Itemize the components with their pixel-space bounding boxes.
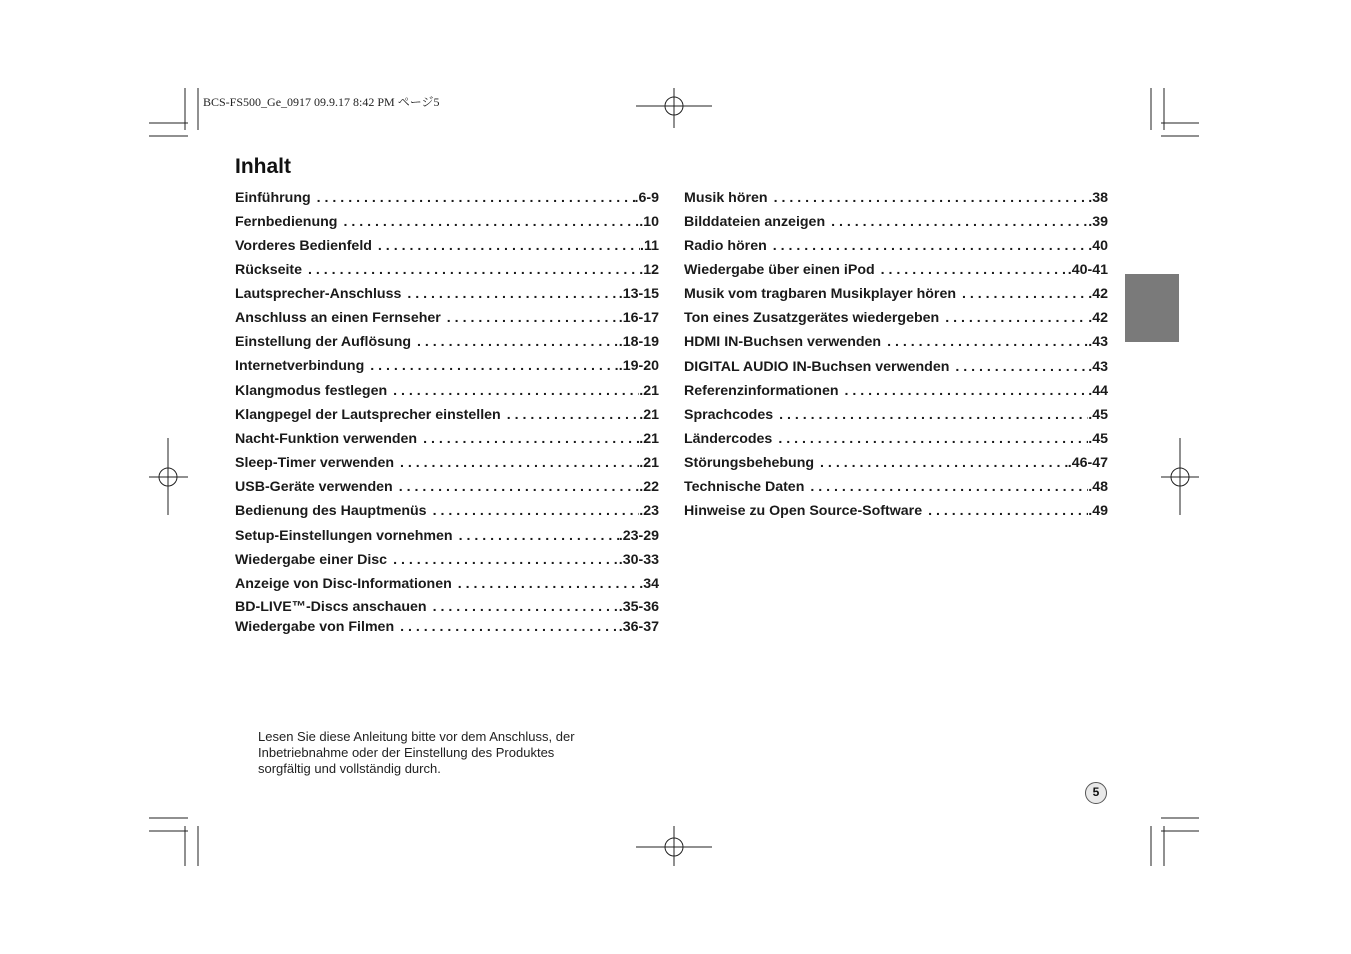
toc-entry-title: Internetverbindung [235, 358, 365, 374]
toc-entry-title: Referenzinformationen [684, 383, 839, 399]
toc-entry-title: Radio hören [684, 238, 767, 254]
toc-dot-leader [407, 286, 618, 302]
toc-entry [235, 214, 659, 234]
toc-entry [235, 334, 659, 354]
toc-entry-page: .43 [1088, 359, 1108, 375]
toc-dot-leader [962, 286, 1088, 302]
toc-entry-title: Setup-Einstellungen vornehmen [235, 528, 453, 544]
toc-entry [684, 407, 1108, 427]
toc-entry-title: Ton eines Zusatzgerätes wiedergeben [684, 310, 940, 326]
toc-entry-page: .45 [1088, 407, 1108, 423]
toc-dot-leader [317, 190, 635, 206]
toc-entry [235, 190, 659, 210]
toc-entry-page: .23 [639, 503, 659, 519]
toc-entry-title: Sleep-Timer verwenden [235, 455, 395, 471]
toc-dot-leader [417, 334, 619, 350]
toc-dot-leader [831, 214, 1088, 230]
toc-entry-page: .18-19 [618, 334, 659, 350]
toc-entry [235, 407, 659, 427]
toc-dot-leader [887, 334, 1088, 350]
toc-dot-leader [778, 431, 1088, 447]
toc-entry-title: Wiedergabe über einen iPod [684, 262, 875, 278]
toc-entry-title: HDMI IN-Buchsen verwenden [684, 334, 882, 350]
registration-mark [665, 838, 683, 856]
toc-dot-leader [955, 359, 1088, 375]
toc-dot-leader [378, 238, 640, 254]
toc-entry-page: .21 [639, 407, 659, 423]
toc-entry-title: USB-Geräte verwenden [235, 479, 393, 495]
toc-entry [684, 359, 1108, 379]
toc-entry [684, 190, 1108, 210]
toc-dot-leader [779, 407, 1088, 423]
toc-entry-title: Nacht-Funktion verwenden [235, 431, 418, 447]
toc-entry-page: .44 [1088, 383, 1108, 399]
toc-entry [235, 383, 659, 403]
toc-entry-page: .30-33 [618, 552, 659, 568]
toc-dot-leader [400, 619, 619, 635]
toc-entry-page: .16-17 [618, 310, 659, 326]
toc-entry-page: .42 [1088, 286, 1108, 302]
toc-dot-leader [773, 238, 1089, 254]
print-header-info: BCS-FS500_Ge_0917 09.9.17 8:42 PM ページ5 [203, 95, 440, 109]
toc-entry [235, 310, 659, 330]
toc-entry-title: Musik hören [684, 190, 768, 206]
toc-dot-leader [343, 214, 639, 230]
toc-entry-page: .12 [639, 262, 659, 278]
toc-entry-page: .6-9 [634, 190, 659, 206]
toc-entry [235, 619, 659, 639]
toc-entry [235, 599, 659, 619]
note-line-3: sorgfältig und vollständig durch. [258, 761, 441, 776]
toc-entry-title: Bedienung des Hauptmenüs [235, 503, 427, 519]
toc-entry [235, 503, 659, 523]
toc-entry-title: Rückseite [235, 262, 303, 278]
toc-entry-page: .21 [639, 455, 659, 471]
toc-entry-title: Wiedergabe einer Disc [235, 552, 388, 568]
toc-entry-title: Hinweise zu Open Source-Software [684, 503, 923, 519]
toc-entry [684, 262, 1108, 282]
toc-dot-leader [810, 479, 1088, 495]
toc-dot-leader [774, 190, 1089, 206]
toc-entry [235, 479, 659, 499]
toc-entry-page: .38 [1088, 190, 1108, 206]
toc-entry-page: .13-15 [618, 286, 659, 302]
toc-entry-title: Bilddateien anzeigen [684, 214, 826, 230]
toc-dot-leader [507, 407, 640, 423]
toc-entry-page: .23-29 [618, 528, 659, 544]
toc-entry-page: .35-36 [618, 599, 659, 615]
toc-dot-leader [928, 503, 1088, 519]
toc-entry-title: Einstellung der Auflösung [235, 334, 412, 350]
toc-entry-title: DIGITAL AUDIO IN-Buchsen verwenden [684, 359, 950, 375]
toc-entry-page: .43 [1088, 334, 1108, 350]
toc-dot-leader [433, 503, 640, 519]
toc-entry [684, 286, 1108, 306]
toc-entry [684, 310, 1108, 330]
registration-mark [665, 97, 683, 115]
toc-dot-leader [881, 262, 1068, 278]
toc-entry-page: .49 [1088, 503, 1108, 519]
toc-dot-leader [820, 455, 1068, 471]
toc-entry-page: .34 [639, 576, 659, 592]
toc-entry [684, 334, 1108, 354]
toc-entry-title: Vorderes Bedienfeld [235, 238, 372, 254]
toc-entry [235, 576, 659, 596]
toc-entry-page: .40-41 [1067, 262, 1108, 278]
toc-entry-title: BD-LIVE™-Discs anschauen [235, 599, 427, 615]
toc-dot-leader [393, 383, 639, 399]
toc-dot-leader [393, 552, 619, 568]
toc-entry [235, 431, 659, 451]
toc-dot-leader [400, 455, 639, 471]
page-number-badge: 5 [1085, 782, 1107, 804]
toc-dot-leader [423, 431, 639, 447]
toc-entry-title: Anschluss an einen Fernseher [235, 310, 441, 326]
note-line-2: Inbetriebnahme oder der Einstellung des Produktes [258, 745, 555, 760]
toc-entry-page: .42 [1088, 310, 1108, 326]
toc-dot-leader [447, 310, 619, 326]
toc-entry-title: Anzeige von Disc-Informationen [235, 576, 452, 592]
toc-entry-page: .45 [1088, 431, 1108, 447]
toc-entry-page: .22 [639, 479, 659, 495]
toc-entry [235, 262, 659, 282]
toc-dot-leader [433, 599, 619, 615]
toc-entry-title: Lautsprecher-Anschluss [235, 286, 402, 302]
toc-entry-title: Sprachcodes [684, 407, 774, 423]
toc-entry-title: Störungsbehebung [684, 455, 815, 471]
toc-entry-page: .21 [639, 431, 659, 447]
toc-entry [684, 238, 1108, 258]
toc-entry-title: Einführung [235, 190, 311, 206]
toc-dot-leader [370, 358, 618, 374]
toc-entry [235, 238, 659, 258]
toc-dot-leader [845, 383, 1089, 399]
toc-entry-title: Technische Daten [684, 479, 805, 495]
toc-entry [684, 214, 1108, 234]
toc-entry-page: .48 [1088, 479, 1108, 495]
toc-entry [235, 528, 659, 548]
toc-entry-page: .19-20 [618, 358, 659, 374]
toc-entry [684, 503, 1108, 523]
toc-entry [684, 431, 1108, 451]
toc-entry-page: .40 [1088, 238, 1108, 254]
page-title: Inhalt [235, 155, 291, 178]
toc-entry-page: .39 [1088, 214, 1108, 230]
instruction-note [258, 729, 618, 777]
toc-entry-page: .10 [639, 214, 659, 230]
toc-entry [235, 286, 659, 306]
toc-entry-page: .21 [639, 383, 659, 399]
toc-entry-title: Klangmodus festlegen [235, 383, 388, 399]
toc-entry [235, 552, 659, 572]
toc-entry [235, 455, 659, 475]
toc-entry-page: .36-37 [618, 619, 659, 635]
toc-entry-page: .11 [640, 238, 659, 254]
toc-dot-leader [308, 262, 639, 278]
section-tab-marker [1125, 274, 1179, 342]
toc-entry-title: Ländercodes [684, 431, 773, 447]
toc-dot-leader [459, 528, 619, 544]
toc-entry [235, 358, 659, 378]
toc-entry-page: .46-47 [1067, 455, 1108, 471]
registration-mark [1171, 468, 1189, 486]
registration-mark [159, 468, 177, 486]
toc-entry [684, 479, 1108, 499]
toc-entry-title: Klangpegel der Lautsprecher einstellen [235, 407, 501, 423]
toc-entry-title: Wiedergabe von Filmen [235, 619, 395, 635]
toc-dot-leader [399, 479, 640, 495]
toc-entry [684, 383, 1108, 403]
toc-entry-title: Fernbedienung [235, 214, 338, 230]
note-line-1: Lesen Sie diese Anleitung bitte vor dem Anschluss, der [258, 729, 575, 744]
toc-dot-leader [458, 576, 639, 592]
toc-entry [684, 455, 1108, 475]
toc-entry-title: Musik vom tragbaren Musikplayer hören [684, 286, 957, 302]
toc-dot-leader [945, 310, 1088, 326]
